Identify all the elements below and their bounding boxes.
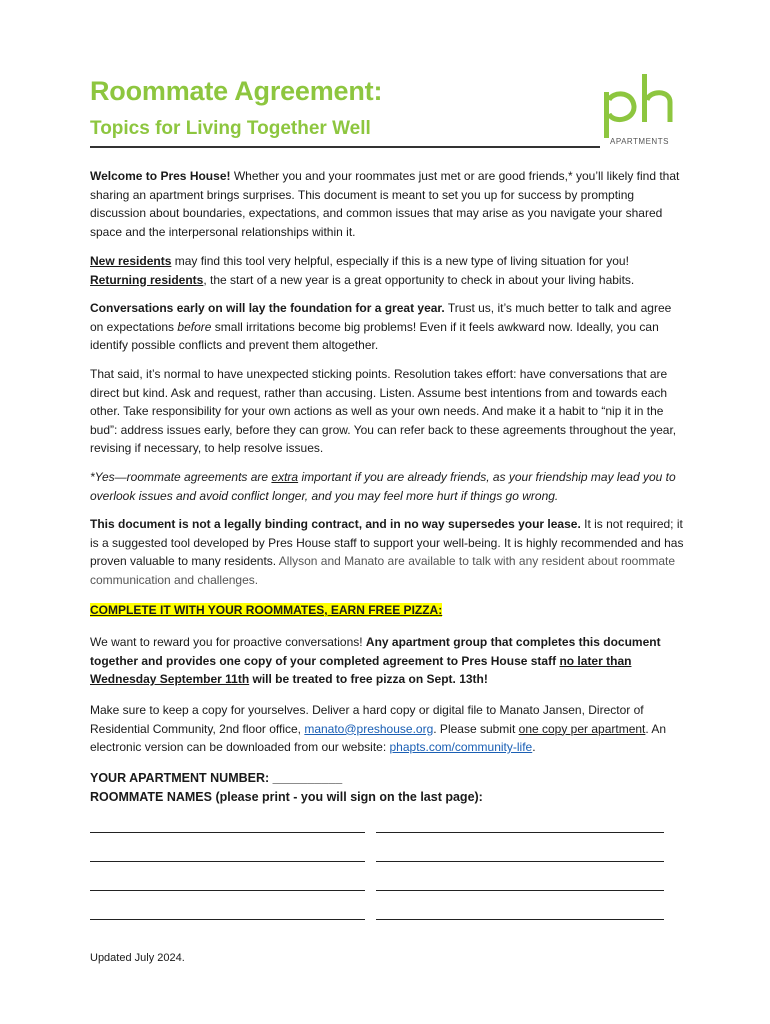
reward-intro: We want to reward you for proactive conversations! (90, 635, 366, 649)
email-link[interactable]: manato@preshouse.org (304, 721, 434, 736)
friends-note-pre: *Yes—roommate agreements are (90, 470, 272, 484)
reward-deadline: no later than Wednesday September 11th (90, 653, 632, 687)
updated-date: Updated July 2024. (90, 952, 185, 964)
legal-disclaimer-paragraph (90, 515, 686, 589)
conversations-text-2: small irritations become big problems! Even if it feels awkward now. Ideally, you can identify possible conflicts and prevent them altogether. (90, 319, 659, 353)
new-residents-text: may find this tool very helpful, especially if this is a new type of living situation for you! (171, 254, 629, 268)
roommate-name-line-5[interactable] (90, 890, 365, 891)
conversations-paragraph (90, 299, 686, 355)
roommate-name-line-2[interactable] (376, 832, 664, 833)
welcome-lead: Welcome to Pres House! (90, 169, 231, 183)
submission-intro: Make sure to keep a copy for yourselves. Deliver a hard copy or digital file to Manato Jansen, Director of Residential Community, 2nd floor office, (90, 703, 644, 736)
reward-result: will be treated to free pizza on Sept. 13th! (249, 672, 488, 687)
pizza-heading (90, 603, 442, 617)
roommate-name-line-8[interactable] (376, 919, 664, 920)
legal-disclaimer-text: It is not required; it is a suggested tool developed by Pres House staff to support your well-being. It is highly recommended and has proven valuable to many residents. (90, 517, 684, 569)
roommate-name-line-1[interactable] (90, 832, 365, 833)
logo-subtext: APARTMENTS (610, 137, 669, 146)
extra-emphasis: extra (271, 470, 299, 484)
sticking-points-paragraph: That said, it’s normal to have unexpected sticking points. Resolution takes effort: have conversations that are direct but kind. Ask and request, rather than accusing. Listen. Assume best intentions from and towards each other. Take responsibility for your own actions as well as your own needs. And make it a habit to “nip it in the bud”: address issues early, before they can grow. You can refer back to these agreements throughout the year, revising if necessary, to help resolve issues. (90, 367, 677, 456)
roommate-name-line-6[interactable] (376, 890, 664, 891)
roommate-name-line-7[interactable] (90, 919, 365, 920)
returning-residents-text: , the start of a new year is a great opportunity to check in about your living habits. (203, 272, 635, 287)
residents-paragraph (90, 252, 686, 289)
submission-end: . (532, 740, 536, 755)
roommate-name-line-4[interactable] (376, 861, 664, 862)
before-emphasis: before (177, 319, 212, 334)
intro-text: Whether you and your roommates just met or are good friends,* you’ll likely find that sharing an apartment brings surprises. This document is meant to set you up for success by prompting discussion about boundaries, expectations, and common issues that may arise as you navigate your shared space and the interpersonal relationships within it. (90, 169, 680, 239)
new-residents-label: New residents (90, 254, 172, 268)
submission-paragraph (90, 701, 686, 757)
staff-availability-text: Allyson and Manato are available to talk with any resident about roommate communication and challenges. (90, 554, 676, 587)
reward-condition: Any apartment group that completes this document together and provides one copy of your completed agreement to Pres House staff (90, 635, 661, 668)
friends-note-post: important if you are already friends, as your friendship may lead you to overlook issues and avoid conflict longer, and you may feel more hurt if things go wrong. (90, 470, 676, 503)
conversations-lead: Conversations early on will lay the foundation for a great year. (90, 301, 445, 315)
ph-logo-icon (598, 70, 682, 140)
page-title: Roommate Agreement: (90, 76, 383, 106)
intro-paragraph (90, 167, 686, 241)
title-divider (90, 146, 600, 148)
pizza-heading-text: COMPLETE IT WITH YOUR ROOMMATES, EARN FREE PIZZA: (90, 603, 443, 617)
roommate-name-line-3[interactable] (90, 861, 365, 862)
legal-disclaimer-lead: This document is not a legally binding contract, and in no way supersedes your lease. (90, 517, 581, 531)
apartment-number-label: YOUR APARTMENT NUMBER: __________ (90, 771, 343, 785)
pizza-reward-paragraph (90, 633, 686, 689)
one-copy-emphasis: one copy per apartment (518, 721, 646, 736)
submission-mid: . Please submit (433, 721, 519, 736)
roommate-names-label: ROOMMATE NAMES (please print - you will sign on the last page): (90, 790, 483, 804)
submission-download-text: . An electronic version can be downloaded from our website: (90, 721, 667, 755)
page-subtitle: Topics for Living Together Well (90, 118, 371, 139)
returning-residents-label: Returning residents (90, 272, 204, 287)
friends-note-paragraph (90, 468, 686, 505)
ph-apartments-logo (598, 70, 682, 152)
website-link[interactable]: phapts.com/community-life (389, 740, 533, 755)
conversations-text-1: Trust us, it’s much better to talk and agree on expectations (90, 301, 672, 334)
